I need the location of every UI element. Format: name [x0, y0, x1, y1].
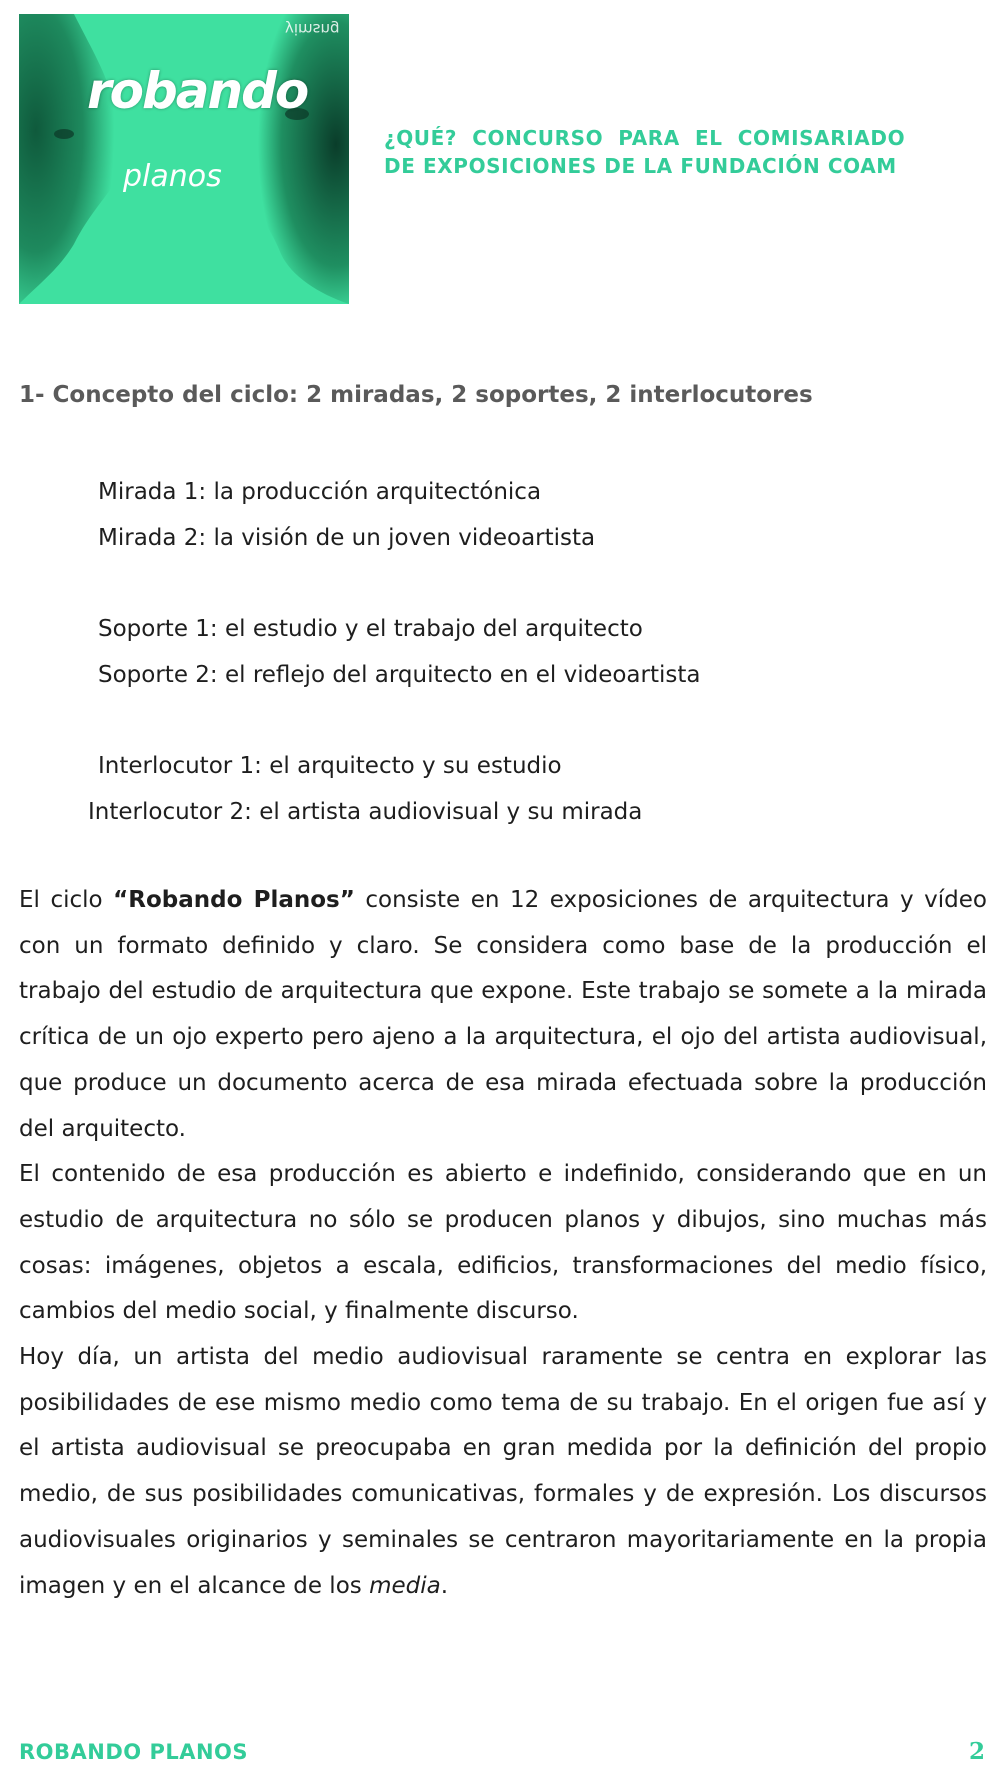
section-heading: 1- Concepto del ciclo: 2 miradas, 2 soportes, 2 interlocutores [19, 382, 813, 408]
footer-title: ROBANDO PLANOS [19, 1740, 249, 1764]
page-number: 2 [968, 1738, 985, 1765]
paragraph-text: consiste en 12 exposiciones de arquitectura y vídeo con un formato definido y claro. Se considera como base de la producción el trabajo del estudio de arquitectura que expone. Este trabajo se somete a la mirada crítica de un ojo experto pero ajeno a la arquitectura, el ojo del artista audiovisual, que produce un documento acerca de esa mirada efectuada sobre la producción del arquitecto. [19, 887, 987, 1142]
header-title-line: ¿QUÉ? CONCURSO PARA EL COMISARIADO [384, 126, 906, 150]
body-paragraph-1 [19, 878, 987, 1152]
cycle-name-bold: “Robando Planos” [113, 887, 355, 913]
paragraph-text: . [440, 1572, 449, 1599]
header-title [384, 124, 984, 180]
body-paragraph-2: El contenido de esa producción es abierto e indefinido, considerando que en un estudio de arquitectura no sólo se producen planos y dibujos, sino muchas más cosas: imágenes, objetos a escala, edificios, transformaciones del medio físico, cambios del medio social, y finalmente discurso. [19, 1161, 987, 1325]
logo-word-robando: robando [87, 62, 308, 120]
paragraph-text: Hoy día, un artista del medio audiovisual raramente se centra en explorar las posibilidades de ese mismo medio como tema de su trabajo. En el origen fue así y el artista audiovisual se preocupaba en gran medida por la definición del propio medio, de sus posibilidades comunicativas, formales y de expresión. Los discursos audiovisuales originarios y seminales se centraron mayoritariamente en la propia imagen y en el alcance de los [19, 1344, 987, 1599]
header-title-line: DE EXPOSICIONES DE LA FUNDACIÓN COAM [384, 154, 897, 178]
logo-word-planos: planos [123, 159, 222, 194]
media-italic: media [369, 1572, 441, 1599]
mirada-2: Mirada 2: la visión de un joven videoartista [98, 524, 596, 551]
logo-mirrored-mark: yimsng [285, 20, 340, 38]
soporte-2: Soporte 2: el reflejo del arquitecto en el videoartista [98, 661, 701, 688]
body-paragraph-3 [19, 1335, 987, 1609]
soporte-1: Soporte 1: el estudio y el trabajo del arquitecto [98, 616, 643, 642]
paragraph-text: El ciclo [19, 887, 114, 913]
robando-planos-logo [19, 14, 349, 304]
interlocutor-1: Interlocutor 1: el arquitecto y su estudio [98, 753, 562, 779]
interlocutor-2: Interlocutor 2: el artista audiovisual y su mirada [88, 798, 643, 825]
mirada-1: Mirada 1: la producción arquitectónica [98, 479, 542, 505]
body-text [19, 878, 987, 1609]
